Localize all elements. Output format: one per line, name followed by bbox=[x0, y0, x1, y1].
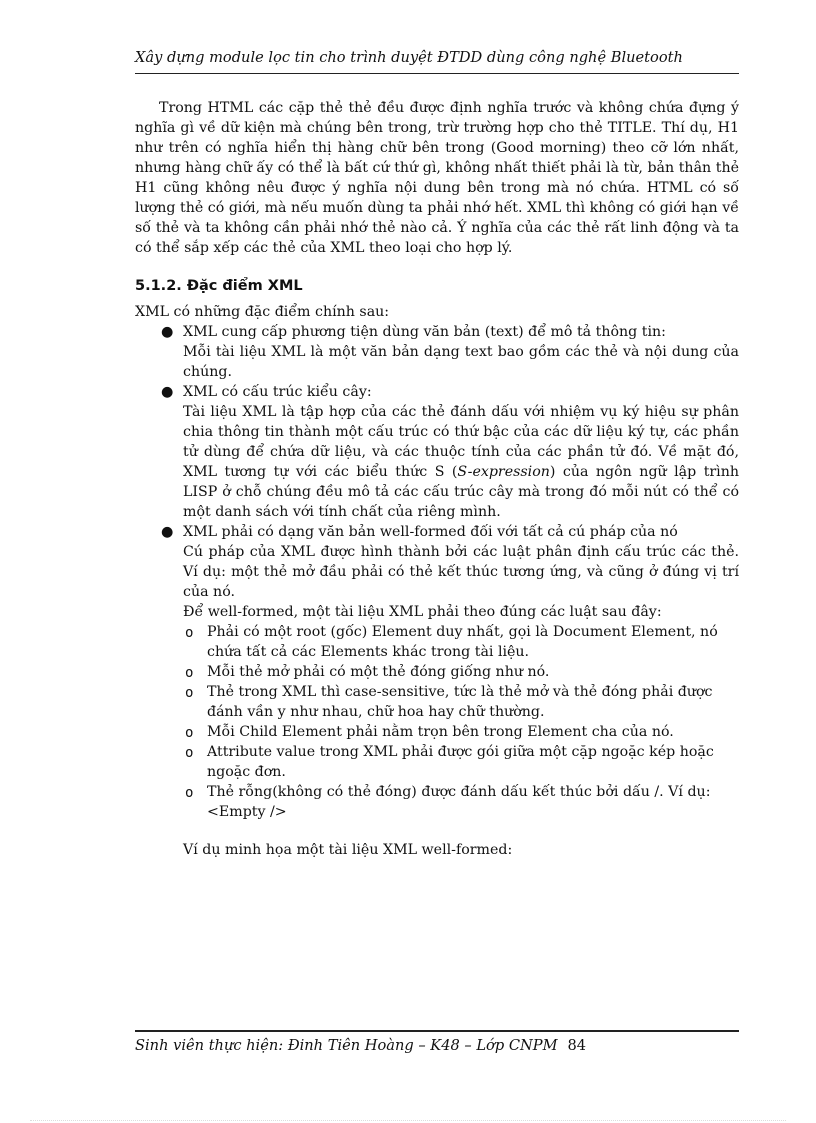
list-item bbox=[161, 522, 739, 822]
list-item bbox=[161, 382, 739, 522]
desc-emphasis: S-expression bbox=[457, 464, 550, 480]
running-footer bbox=[135, 1037, 586, 1054]
rule-text: Mỗi thẻ mở phải có một thẻ đóng giống như nó. bbox=[207, 664, 550, 680]
rule-text: Thẻ trong XML thì case-sensitive, tức là thẻ mở và thẻ đóng phải được đánh vần y như nhau, chữ hoa hay chữ thường. bbox=[207, 684, 713, 720]
rule-text: Thẻ rỗng(không có thẻ đóng) được đánh dấu kết thúc bởi dấu /. Ví dụ: <Empty /> bbox=[207, 784, 711, 820]
bullet-title: XML phải có dạng văn bản well-formed đối với tất cả cú pháp của nó bbox=[183, 524, 678, 540]
circle-bullet-icon: o bbox=[185, 625, 194, 641]
desc-text: ) của ngôn ngữ lập trình LISP ở chỗ chúng đều mô tả các cấu trúc cây mà trong đó mỗi nút có thể có một danh sách với tính chất của riêng mình. bbox=[183, 464, 739, 520]
rules-intro: Để well-formed, một tài liệu XML phải theo đúng các luật sau đây: bbox=[183, 604, 662, 620]
list-item bbox=[185, 722, 739, 742]
bullet-description: Cú pháp của XML được hình thành bởi các luật phân định cấu trúc các thẻ. Ví dụ: một thẻ mở đầu phải có thẻ kết thúc tương ứng, và cũng ở đúng vị trí của nó. bbox=[183, 544, 739, 600]
circle-bullet-icon: o bbox=[185, 685, 194, 701]
intro-paragraph: Trong HTML các cặp thẻ thẻ đều được định nghĩa trước và không chứa đựng ý nghĩa gì về dữ kiện mà chúng bên trong, trừ trường hợp cho thẻ TITLE. Thí dụ, H1 như trên có nghĩa hiển thị hàng chữ bên trong (Good morning) theo cỡ lớn nhất, nhưng hàng chữ ấy có thể là bất cứ thứ gì, không nhất thiết phải là từ, bản thân thẻ H1 cũng không nêu được ý nghĩa nội dung bên trong mà nó chứa. HTML có số lượng thẻ có giới, mà nếu muốn dùng ta phải nhớ hết. XML thì không có giới hạn về số thẻ và ta không cần phải nhớ thẻ nào cả. Ý nghĩa của các thẻ rất linh động và ta có thể sắp xếp các thẻ của XML theo loại cho hợp lý. bbox=[135, 100, 739, 256]
rule-text: Mỗi Child Element phải nằm trọn bên trong Element cha của nó. bbox=[207, 724, 674, 740]
list-item bbox=[161, 322, 739, 382]
page-edge bbox=[30, 1120, 786, 1121]
list-item bbox=[185, 662, 739, 682]
footer-author: Sinh viên thực hiện: Đinh Tiên Hoàng – K48 – Lớp CNPM bbox=[135, 1037, 558, 1054]
section-heading: 5.1.2. Đặc điểm XML bbox=[135, 278, 303, 294]
list-item bbox=[185, 742, 739, 782]
rule-text: Attribute value trong XML phải được gói giữa một cặp ngoặc kép hoặc ngoặc đơn. bbox=[207, 744, 714, 780]
rule-text: Phải có một root (gốc) Element duy nhất, gọi là Document Element, nó chứa tất cả các Elements khác trong tài liệu. bbox=[207, 624, 718, 660]
circle-bullet-icon: o bbox=[185, 745, 194, 761]
circle-bullet-icon: o bbox=[185, 785, 194, 801]
page-body bbox=[135, 98, 739, 860]
example-intro: Ví dụ minh họa một tài liệu XML well-formed: bbox=[183, 842, 513, 858]
rules-list bbox=[183, 622, 739, 822]
footer-divider bbox=[135, 1030, 739, 1032]
circle-bullet-icon: o bbox=[185, 665, 194, 681]
bullet-description: Mỗi tài liệu XML là một văn bản dạng text bao gồm các thẻ và nội dung của chúng. bbox=[183, 344, 739, 380]
bullet-icon: ● bbox=[161, 384, 174, 400]
bullet-description bbox=[183, 402, 739, 522]
circle-bullet-icon: o bbox=[185, 725, 194, 741]
feature-list bbox=[135, 322, 739, 822]
list-item bbox=[185, 622, 739, 662]
header-divider bbox=[135, 73, 739, 74]
running-header: Xây dựng module lọc tin cho trình duyệt ĐTDD dùng công nghệ Bluetooth bbox=[135, 49, 683, 66]
bullet-icon: ● bbox=[161, 524, 174, 540]
section-intro: XML có những đặc điểm chính sau: bbox=[135, 304, 390, 320]
bullet-title: XML cung cấp phương tiện dùng văn bản (text) để mô tả thông tin: bbox=[183, 324, 666, 340]
list-item bbox=[185, 782, 739, 822]
desc-text: Tài liệu XML là tập hợp của các thẻ đánh dấu với nhiệm vụ ký hiệu sự phân chia thông tin thành một cấu trúc có thứ bậc của các dữ liệu ký tự, các phần tử dùng để chứa dữ liệu, và các thuộc tính của các phần tử đó. Về mặt đó, XML tương tự với các biểu thức S ( bbox=[183, 404, 739, 480]
bullet-title: XML có cấu trúc kiểu cây: bbox=[183, 384, 372, 400]
list-item bbox=[185, 682, 739, 722]
bullet-icon: ● bbox=[161, 324, 174, 340]
page-number: 84 bbox=[567, 1037, 587, 1054]
